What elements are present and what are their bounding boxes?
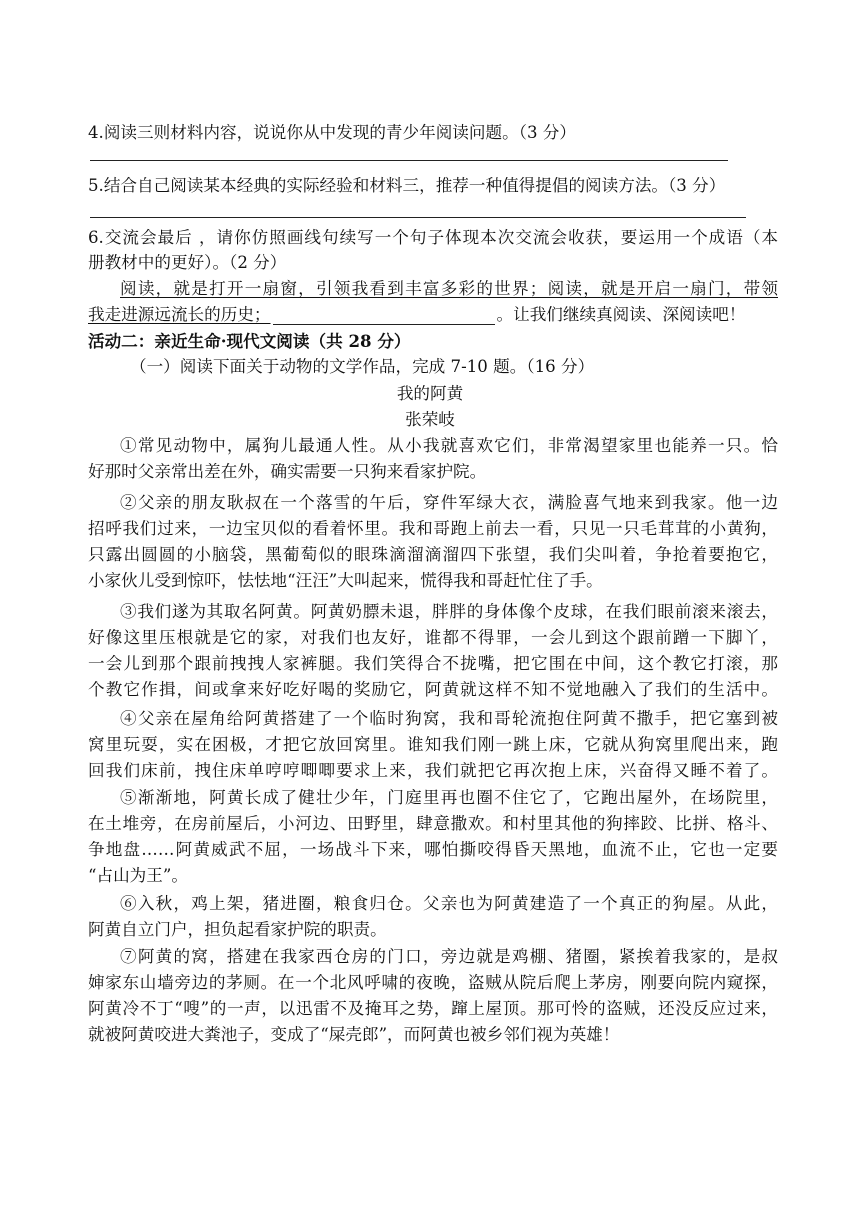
article-line: ⑦阿黄的窝，搭建在我家西仓房的门口，旁边就是鸡棚、猪圈，紧挨着我家的，是叔: [120, 947, 778, 966]
article-line: 回我们床前，拽住床单哼哼唧唧要求上来，我们就把它再次抱上床，兴奋得又睡不着了。: [88, 761, 778, 780]
example-sentence-underlined: 我走进源远流长的历史；: [88, 305, 271, 324]
answer-line-5[interactable]: [90, 217, 746, 218]
article-line: “占山为王”。: [88, 866, 188, 885]
article-line: ③我们遂为其取名阿黄。阿黄奶膘未退，胖胖的身体像个皮球，在我们眼前滚来滚去，: [120, 602, 778, 621]
article-line: 只露出圆圆的小脑袋，黑葡萄似的眼珠滴溜滴溜四下张望，我们尖叫着，争抢着要抱它，: [88, 545, 778, 564]
article-line: 个教它作揖，间或拿来好吃好喝的奖励它，阿黄就这样不知不觉地融入了我们的生活中。: [88, 680, 778, 699]
article-line: 婶家东山墙旁边的茅厕。在一个北风呼啸的夜晚，盗贼从院后爬上茅房，刚要向院内窥探，: [88, 973, 778, 992]
answer-blank-6[interactable]: [273, 308, 495, 325]
question-6-line2: 册教材中的更好）。（2 分）: [88, 253, 287, 272]
question-5: 5.结合自己阅读某本经典的实际经验和材料三，推荐一种值得提倡的阅读方法。（3 分）: [88, 176, 726, 195]
article-author: 张荣岐: [405, 410, 455, 429]
example-sentence-tail: 。让我们继续真阅读、深阅读吧！: [496, 305, 746, 324]
article-line: ⑤渐渐地，阿黄长成了健壮少年，门庭里再也圈不住它了，它跑出屋外，在场院里，: [120, 788, 778, 807]
answer-line-4[interactable]: [90, 160, 728, 161]
article-line: 就被阿黄咬进大粪池子，变成了“屎壳郎”，而阿黄也被乡邻们视为英雄！: [88, 1025, 620, 1044]
article-line: 阿黄自立门户，担负起看家护院的职责。: [88, 920, 387, 939]
example-sentence-line2: [88, 305, 778, 325]
activity2-heading: 活动二：亲近生命·现代文阅读（共 28 分）: [88, 331, 411, 351]
article-line: 招呼我们过来，一边宝贝似的看着怀里。我和哥跑上前去一看，只见一只毛茸茸的小黄狗，: [88, 519, 778, 538]
question-4: 4.阅读三则材料内容，说说你从中发现的青少年阅读问题。（3 分）: [88, 123, 576, 142]
article-line: 好像这里压根就是它的家，对我们也友好，谁都不得罪，一会儿到这个跟前蹭一下脚丫，: [88, 628, 778, 647]
article-line: 小家伙儿受到惊吓，怯怯地“汪汪”大叫起来，慌得我和哥赶忙住了手。: [88, 571, 603, 590]
question-6-line1: 6.交流会最后 ，请你仿照画线句续写一个句子体现本次交流会收获，要运用一个成语（本: [88, 228, 778, 247]
article-line: ②父亲的朋友耿叔在一个落雪的午后，穿件军绿大衣，满脸喜气地来到我家。他一边: [120, 493, 778, 512]
article-line: ⑥入秋，鸡上架，猪进圈，粮食归仓。父亲也为阿黄建造了一个真正的狗屋。从此，: [120, 894, 778, 913]
article-line: 争地盘……阿黄威武不屈，一场战斗下来，哪怕撕咬得昏天黑地，血流不止，它也一定要: [88, 840, 778, 859]
article-line: 一会儿到那个跟前拽拽人家裤腿。我们笑得合不拢嘴，把它围在中间，这个教它打滚，那: [88, 654, 778, 673]
article-line: 窝里玩耍，实在困极，才把它放回窝里。谁知我们刚一跳上床，它就从狗窝里爬出来，跑: [88, 735, 778, 754]
article-line: ④父亲在屋角给阿黄搭建了一个临时狗窝，我和哥轮流抱住阿黄不撒手，把它塞到被: [120, 709, 778, 728]
example-sentence-line1: 阅读，就是打开一扇窗，引领我看到丰富多彩的世界；阅读，就是开启一扇门，带领: [120, 279, 778, 298]
article-line: 在土堆旁，在房前屋后，小河边、田野里，肆意撒欢。和村里其他的狗摔跤、比拼、格斗、: [88, 814, 778, 833]
article-line: ①常见动物中，属狗儿最通人性。从小我就喜欢它们，非常渴望家里也能养一只。恰: [120, 436, 778, 455]
article-title: 我的阿黄: [396, 384, 464, 403]
article-line: 阿黄冷不丁“嗖”的一声，以迅雷不及掩耳之势，蹿上屋顶。那可怜的盗贼，还没反应过来，: [88, 999, 778, 1018]
article-line: 好那时父亲常出差在外，确实需要一只狗来看家护院。: [88, 462, 487, 481]
section1-instruction: （一）阅读下面关于动物的文学作品，完成 7-10 题。（16 分）: [130, 357, 595, 376]
